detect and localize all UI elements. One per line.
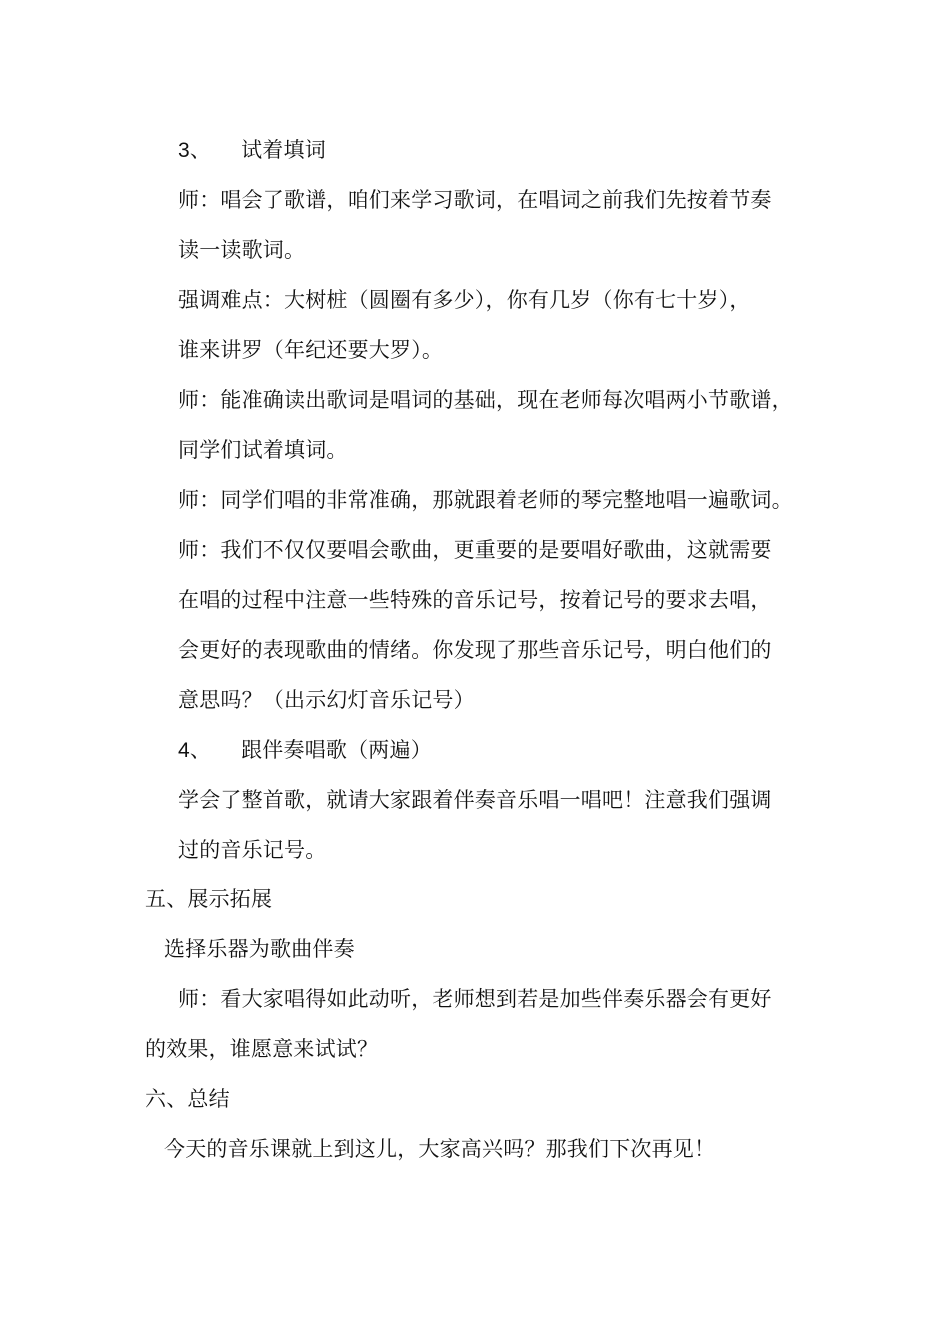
step-title: 试着填词 (241, 138, 326, 162)
paragraph-line: 强调难点：大树桩（圆圈有多少），你有几岁（你有七十岁）， (178, 288, 751, 312)
paragraph-line: 会更好的表现歌曲的情绪。你发现了那些音乐记号，明白他们的 (178, 638, 772, 662)
paragraph-line: 师：我们不仅仅要唱会歌曲，更重要的是要唱好歌曲，这就需要 (178, 538, 772, 562)
paragraph-line: 同学们试着填词。 (178, 438, 348, 462)
paragraph-line: 在唱的过程中注意一些特殊的音乐记号，按着记号的要求去唱， (178, 588, 772, 612)
paragraph-line: 谁来讲罗（年纪还要大罗）。 (178, 338, 444, 362)
step-number: 4、 (178, 739, 212, 762)
step-3-heading (178, 136, 326, 165)
paragraph-line: 学会了整首歌，就请大家跟着伴奏音乐唱一唱吧！注意我们强调 (178, 788, 772, 812)
paragraph-line: 意思吗？（出示幻灯音乐记号） (178, 688, 475, 712)
section-five-subheading: 选择乐器为歌曲伴奏 (164, 937, 355, 961)
step-number: 3、 (178, 139, 212, 162)
paragraph-line: 今天的音乐课就上到这儿，大家高兴吗？那我们下次再见！ (164, 1137, 716, 1161)
section-six-heading: 六、总结 (145, 1087, 230, 1111)
step-4-heading (178, 736, 432, 765)
paragraph-line: 师：唱会了歌谱，咱们来学习歌词，在唱词之前我们先按着节奏 (178, 188, 772, 212)
paragraph-line: 师：看大家唱得如此动听，老师想到若是加些伴奏乐器会有更好 (178, 987, 772, 1011)
section-five-heading: 五、展示拓展 (145, 887, 273, 911)
step-title: 跟伴奏唱歌（两遍） (241, 738, 432, 762)
paragraph-line: 读一读歌词。 (178, 238, 306, 262)
paragraph-line: 师：同学们唱的非常准确，那就跟着老师的琴完整地唱一遍歌词。 (178, 488, 793, 512)
paragraph-line: 师：能准确读出歌词是唱词的基础，现在老师每次唱两小节歌谱， (178, 388, 793, 412)
paragraph-line: 过的音乐记号。 (178, 838, 327, 862)
paragraph-line: 的效果，谁愿意来试试？ (145, 1037, 379, 1061)
